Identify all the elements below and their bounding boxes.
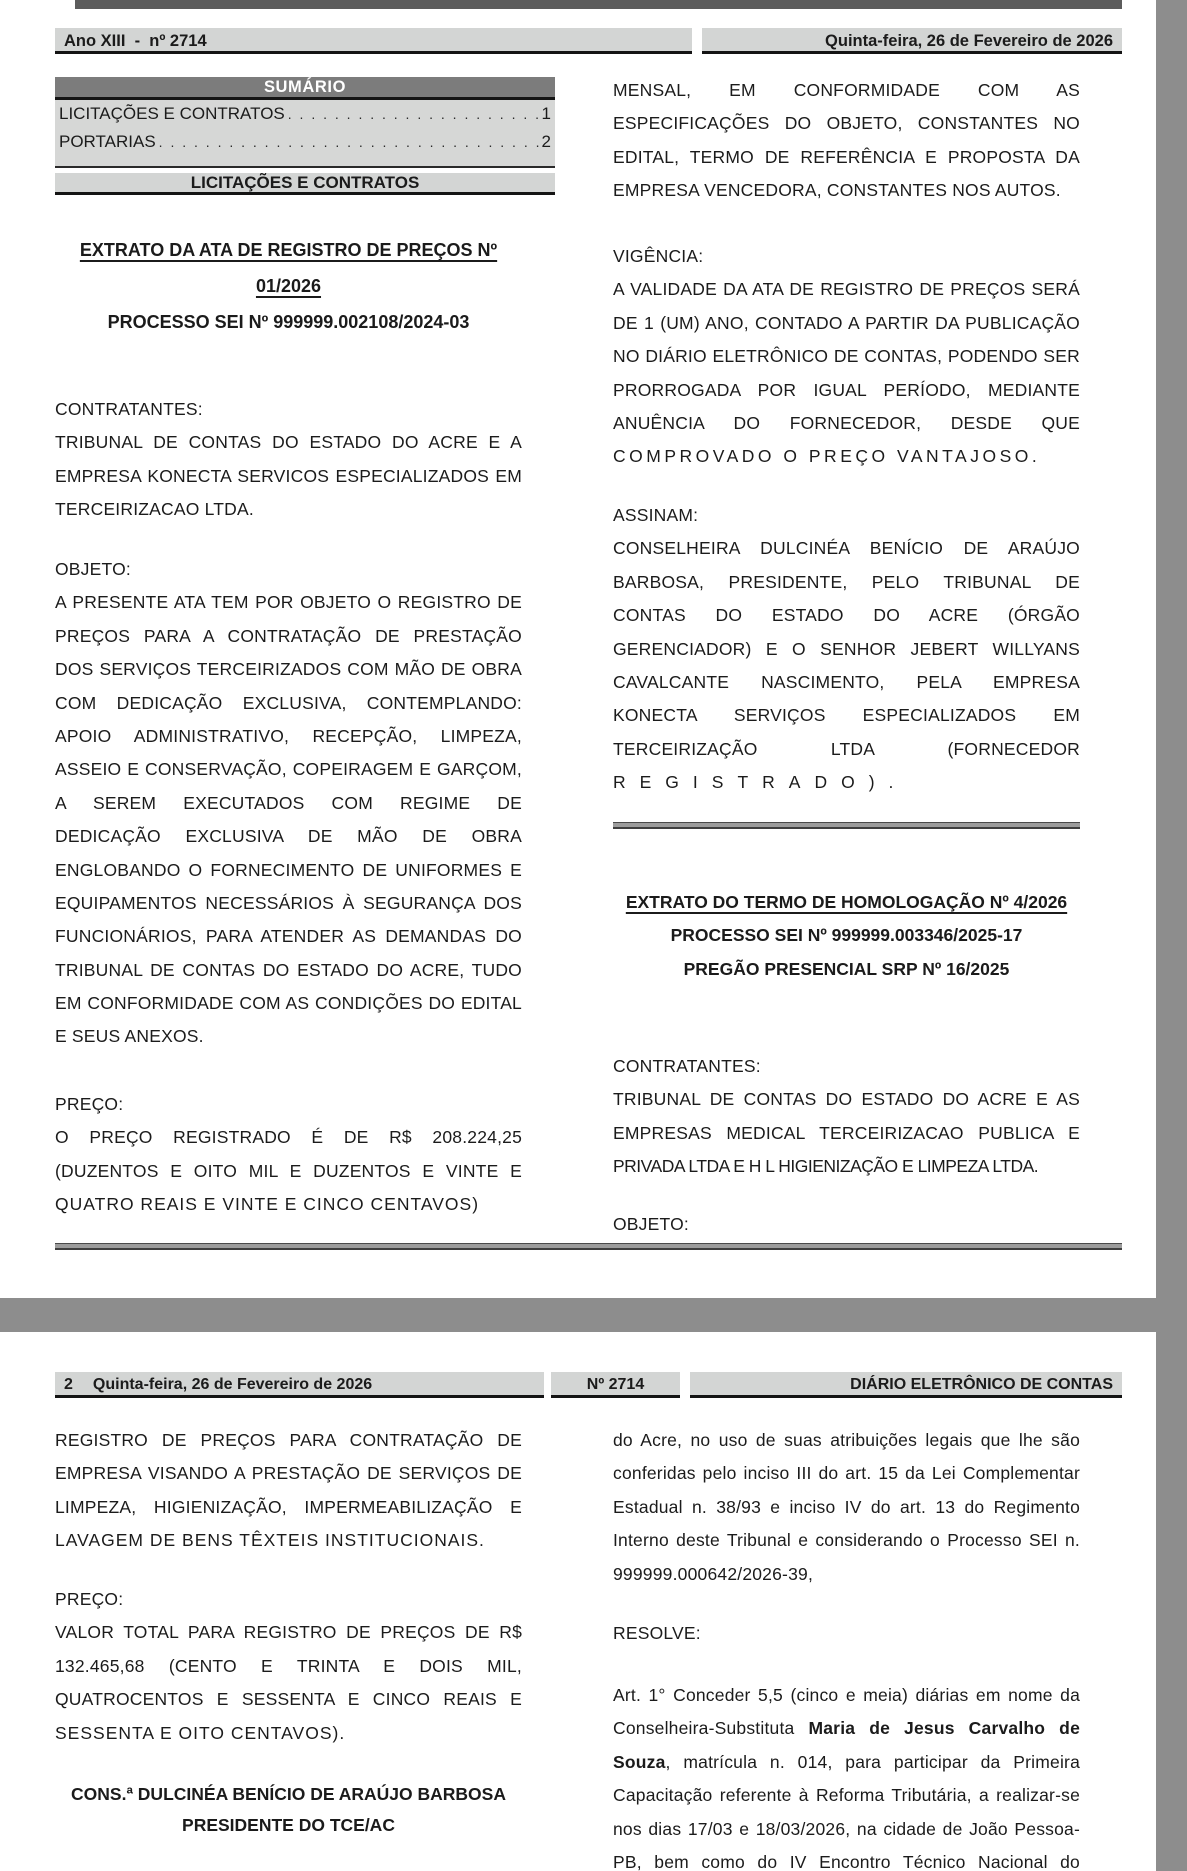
paragraph-label: OBJETO:	[613, 1214, 689, 1234]
text-line: EMPRESA VISANDO A PRESTAÇÃO DE SERVIÇOS DE	[55, 1463, 522, 1484]
paragraph-lines	[613, 273, 1080, 473]
text-line: BARBOSA, PRESIDENTE, PELO TRIBUNAL DE	[613, 571, 1080, 592]
text-line: CAVALCANTE NASCIMENTO, PELA EMPRESA	[613, 671, 1080, 692]
summary-entry: PORTARIAS . . . 2	[57, 132, 553, 160]
paragraph-label: VIGÊNCIA:	[613, 246, 704, 266]
text-line: ASSEIO E CONSERVAÇÃO, COPEIRAGEM E GARÇOM,	[55, 759, 522, 780]
text-line: DEDICAÇÃO EXCLUSIVA DE MÃO DE OBRA	[55, 826, 522, 847]
page-number: 2	[64, 1376, 73, 1393]
column-divider-rule	[613, 822, 1080, 829]
p1-assinam-paragraph	[613, 499, 1080, 800]
ata-title-line2: 01/2026	[255, 276, 322, 296]
previous-page-edge	[75, 0, 1122, 9]
signature-name: CONS.ª DULCINÉA BENÍCIO DE ARAÚJO BARBOSA	[71, 1784, 506, 1804]
text-line: PRIVADA LTDA E H L HIGIENIZAÇÃO E LIMPEZA LTDA.	[613, 1156, 1039, 1177]
paragraph-label: OBJETO:	[55, 559, 131, 579]
text-line: NO DIÁRIO ELETRÔNICO DE CONTAS, PODENDO SER	[613, 346, 1080, 367]
text-line: TRIBUNAL DE CONTAS DO ESTADO DO ACRE, TUDO	[55, 959, 522, 980]
page1-header-right	[702, 28, 1122, 54]
text-line: EQUIPAMENTOS NECESSÁRIOS À SEGURANÇA DOS	[55, 892, 522, 913]
text-line: TERCEIRIZACAO LTDA.	[55, 499, 254, 520]
text-line: EMPRESAS MEDICAL TERCEIRIZACAO PUBLICA E	[613, 1122, 1080, 1143]
text-line: Conselheira-Substituta Maria de Jesus Carvalho de	[613, 1718, 1080, 1739]
paragraph-lines	[55, 426, 522, 526]
text-line: GERENCIADOR) E O SENHOR JEBERT WILLYANS	[613, 638, 1080, 659]
text-line: EM CONFORMIDADE COM AS CONDIÇÕES DO EDITAL	[55, 993, 522, 1014]
paragraph-lines	[55, 586, 522, 1053]
text-line: ESPECIFICAÇÕES DO OBJETO, CONSTANTES NO	[613, 113, 1080, 134]
paragraph-label: ASSINAM:	[613, 505, 699, 525]
paragraph-lines	[55, 1616, 522, 1750]
text-line: COM DEDICAÇÃO EXCLUSIVA, CONTEMPLANDO:	[55, 692, 522, 713]
text-line: Souza, matrícula n. 014, para participar da Primeira	[613, 1751, 1080, 1772]
text-line: Estadual n. 38/93 e inciso IV do art. 13 do Regimento	[613, 1496, 1080, 1517]
text-line: ENGLOBANDO O FORNECIMENTO DE UNIFORMES E	[55, 859, 522, 880]
signature-title: PRESIDENTE DO TCE/AC	[182, 1815, 395, 1835]
p1-contratantes2-paragraph	[613, 1050, 1080, 1184]
p2-registro-paragraph	[55, 1424, 522, 1558]
p2-atribuicoes-paragraph	[613, 1424, 1080, 1591]
text-line: APOIO ADMINISTRATIVO, RECEPÇÃO, LIMPEZA,	[55, 725, 522, 746]
text-line: ANUÊNCIA DO FORNECEDOR, DESDE QUE	[613, 412, 1080, 433]
homologacao-pregao: PREGÃO PRESENCIAL SRP Nº 16/2025	[683, 958, 1010, 979]
p1-objeto2-label	[613, 1208, 1080, 1241]
edition-number: Nº 2714	[586, 1376, 645, 1393]
summary-entry: LICITAÇÕES E CONTRATOS . . . 1	[57, 104, 553, 132]
homologacao-title: EXTRATO DO TERMO DE HOMOLOGAÇÃO Nº 4/2026	[625, 892, 1068, 912]
text-line: Art. 1° Conceder 5,5 (cinco e meia) diárias em nome da	[613, 1685, 1080, 1705]
text-line: Capacitação referente à Reforma Tributária, a realizar-se	[613, 1785, 1080, 1806]
section-heading: LICITAÇÕES E CONTRATOS	[55, 173, 555, 195]
paragraph-lines	[55, 1424, 522, 1558]
paragraph-lines	[613, 1424, 1080, 1591]
text-line: TRIBUNAL DE CONTAS DO ESTADO DO ACRE E AS	[613, 1089, 1080, 1110]
page-separator-band	[0, 1298, 1187, 1332]
text-line: nos dias 17/03 e 18/03/2026, na cidade de João Pessoa-	[613, 1818, 1080, 1839]
page2-header-right	[690, 1372, 1122, 1398]
text-line: PRORROGADA POR IGUAL PERÍODO, MEDIANTE	[613, 379, 1080, 400]
text-line: LIMPEZA, HIGIENIZAÇÃO, IMPERMEABILIZAÇÃO E	[55, 1496, 522, 1517]
text-line: SESSENTA E OITO CENTAVOS).	[55, 1722, 346, 1743]
text-line: EDITAL, TERMO DE REFERÊNCIA E PROPOSTA DA	[613, 146, 1080, 167]
summary-box	[55, 77, 555, 168]
text-line: QUATROCENTOS E SESSENTA E CINCO REAIS E	[55, 1689, 522, 1710]
edition-number: Ano XIII - nº 2714	[64, 32, 207, 50]
text-line: (DUZENTOS E OITO MIL E DUZENTOS E VINTE E	[55, 1160, 522, 1181]
text-line: 132.465,68 (CENTO E TRINTA E DOIS MIL,	[55, 1655, 522, 1676]
text-line: MENSAL, EM CONFORMIDADE COM AS	[613, 80, 1080, 100]
text-line: KONECTA SERVIÇOS ESPECIALIZADOS EM	[613, 705, 1080, 726]
text-line: conferidas pelo inciso III do art. 15 da Lei Complementar	[613, 1463, 1080, 1484]
page2-header-left	[55, 1372, 544, 1398]
text-line: TERCEIRIZAÇÃO LTDA (FORNECEDOR	[613, 738, 1080, 759]
p1-continuation-paragraph	[613, 74, 1080, 208]
p1-contratantes-paragraph	[55, 393, 522, 527]
paragraph-label: CONTRATANTES:	[613, 1056, 761, 1076]
text-line: A SEREM EXECUTADOS COM REGIME DE	[55, 792, 522, 813]
text-line: CONTAS DO ESTADO DO ACRE (ÓRGÃO	[613, 605, 1080, 626]
edition-date: Quinta-feira, 26 de Fevereiro de 2026	[92, 1376, 373, 1393]
journal-title: DIÁRIO ELETRÔNICO DE CONTAS	[850, 1376, 1113, 1393]
text-line: EMPRESA VENCEDORA, CONSTANTES NOS AUTOS.	[613, 180, 1061, 201]
text-line: VALOR TOTAL PARA REGISTRO DE PREÇOS DE R$	[55, 1622, 522, 1643]
page1-bottom-rule	[55, 1243, 1122, 1250]
text-line: CONSELHEIRA DULCINÉA BENÍCIO DE ARAÚJO	[613, 538, 1080, 559]
text-line: REGISTRO DE PREÇOS PARA CONTRATAÇÃO DE	[55, 1430, 522, 1450]
text-line: O PREÇO REGISTRADO É DE R$ 208.224,25	[55, 1127, 522, 1148]
text-line: DOS SERVIÇOS TERCEIRIZADOS COM MÃO DE OBRA	[55, 659, 522, 680]
text-line: REGISTRADO).	[613, 772, 908, 793]
viewer-background-strip	[1156, 0, 1187, 1871]
paragraph-lines	[613, 1679, 1080, 1871]
summary-title: SUMÁRIO	[55, 77, 555, 100]
homologacao-process-number: PROCESSO SEI Nº 999999.003346/2025-17	[670, 925, 1023, 946]
summary-entries	[55, 100, 555, 168]
text-line: COMPROVADO O PREÇO VANTAJOSO.	[613, 446, 1041, 467]
edition-date: Quinta-feira, 26 de Fevereiro de 2026	[825, 32, 1113, 50]
paragraph-label: RESOLVE:	[613, 1623, 701, 1643]
paragraph-label: PREÇO:	[55, 1094, 124, 1114]
p1-preco-paragraph	[55, 1088, 522, 1222]
text-line: LAVAGEM DE BENS TÊXTEIS INSTITUCIONAIS.	[55, 1530, 485, 1551]
paragraph-lines	[55, 1121, 522, 1221]
page1-header-left	[55, 28, 692, 54]
paragraph-lines	[613, 532, 1080, 799]
p2-resolve-label	[613, 1617, 1080, 1650]
ata-title-line1: EXTRATO DA ATA DE REGISTRO DE PREÇOS Nº	[79, 240, 498, 260]
p2-art1-paragraph	[613, 1679, 1080, 1871]
p1-vigencia-paragraph	[613, 240, 1080, 474]
text-line: PB, bem como do IV Encontro Técnico Nacional do	[613, 1851, 1080, 1871]
text-line: PREÇOS PARA A CONTRATAÇÃO DE PRESTAÇÃO	[55, 625, 522, 646]
text-line: do Acre, no uso de suas atribuições legais que lhe são	[613, 1430, 1080, 1450]
ata-process-number: PROCESSO SEI Nº 999999.002108/2024-03	[107, 312, 470, 332]
text-line: Interno deste Tribunal e considerando o Processo SEI n.	[613, 1530, 1080, 1551]
text-line: QUATRO REAIS E VINTE E CINCO CENTAVOS)	[55, 1194, 480, 1215]
text-line: DE 1 (UM) ANO, CONTADO A PARTIR DA PUBLICAÇÃO	[613, 312, 1080, 333]
p1-objeto-paragraph	[55, 553, 522, 1054]
paragraph-label: CONTRATANTES:	[55, 399, 203, 419]
text-line: 999999.000642/2026-39,	[613, 1563, 814, 1584]
text-line: A PRESENTE ATA TEM POR OBJETO O REGISTRO DE	[55, 592, 522, 613]
text-line: EMPRESA KONECTA SERVICOS ESPECIALIZADOS EM	[55, 465, 522, 486]
text-line: FUNCIONÁRIOS, PARA ATENDER AS DEMANDAS DO	[55, 926, 522, 947]
paragraph-lines	[613, 74, 1080, 208]
text-line: TRIBUNAL DE CONTAS DO ESTADO DO ACRE E A	[55, 432, 522, 453]
signature-block	[55, 1779, 522, 1841]
paragraph-label: PREÇO:	[55, 1589, 124, 1609]
text-line: E SEUS ANEXOS.	[55, 1026, 204, 1047]
page2-header-center	[551, 1372, 680, 1398]
ata-title-block	[55, 232, 522, 340]
text-line: A VALIDADE DA ATA DE REGISTRO DE PREÇOS SERÁ	[613, 279, 1080, 300]
homologacao-title-block	[613, 886, 1080, 986]
paragraph-lines	[613, 1083, 1080, 1183]
p2-preco-paragraph	[55, 1583, 522, 1750]
